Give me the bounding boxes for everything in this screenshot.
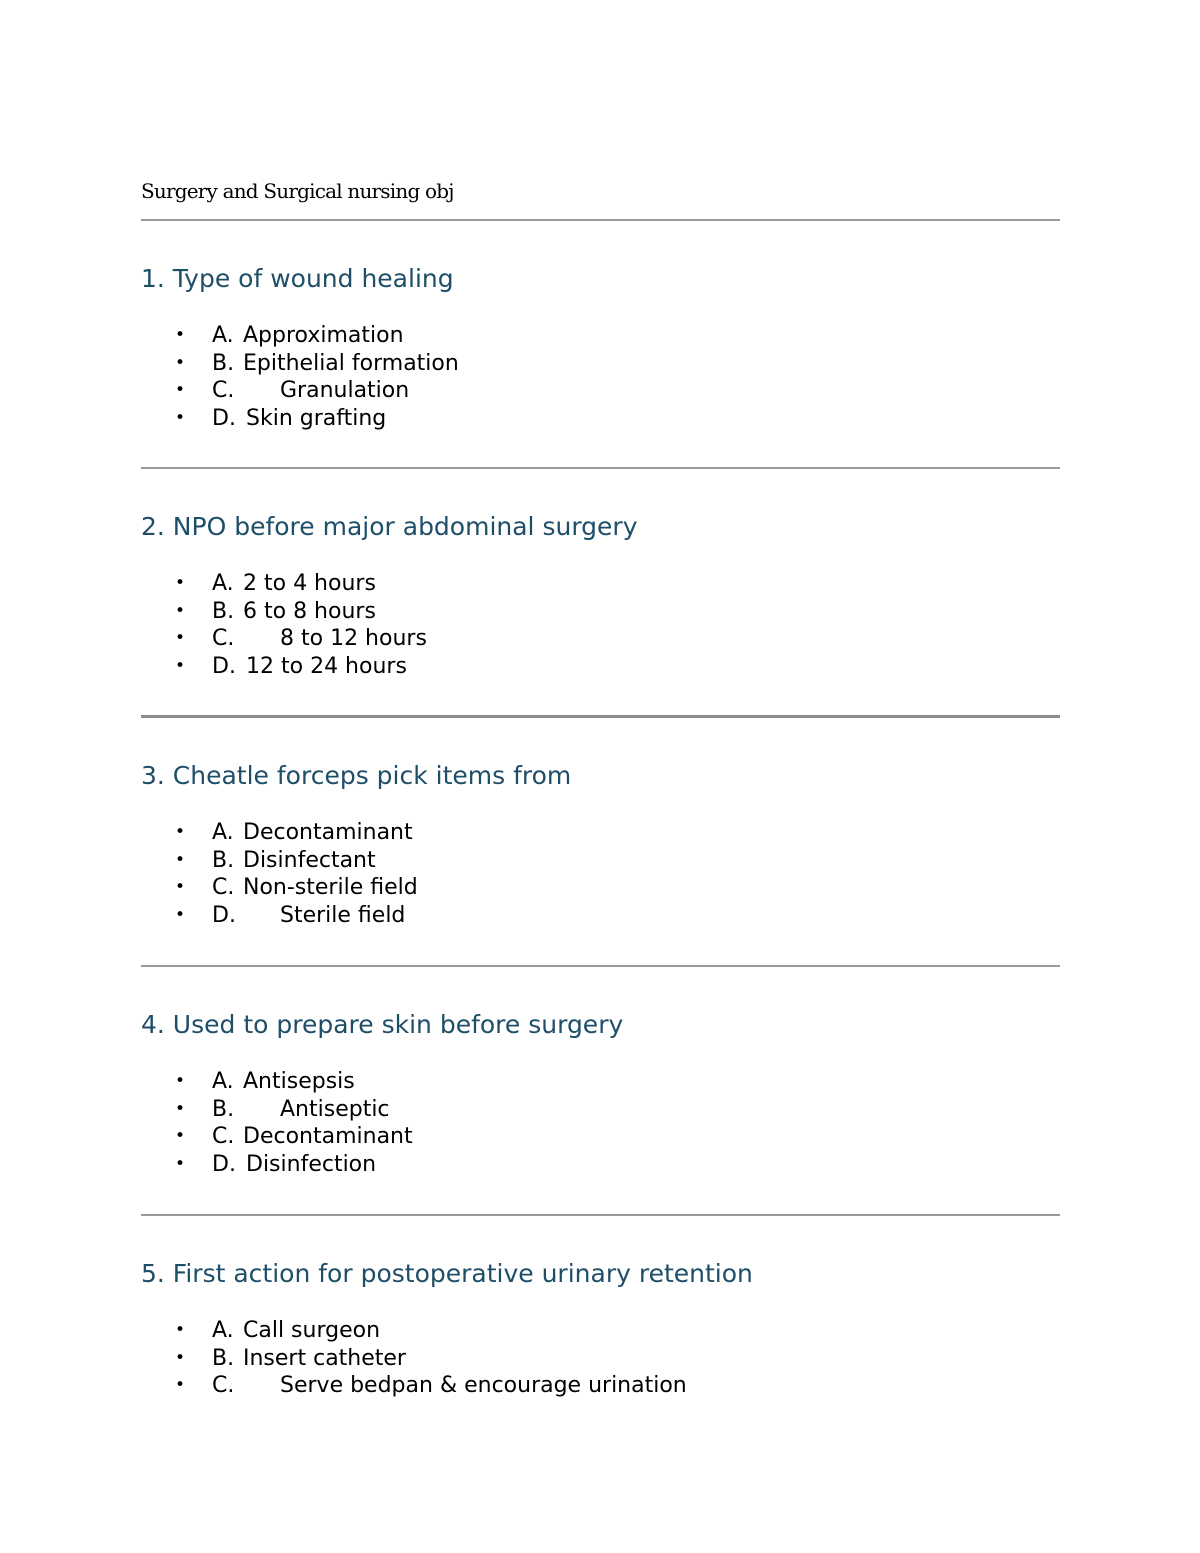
- option-text: Insert catheter: [243, 1345, 406, 1371]
- question-text: 1. Type of wound healing: [141, 264, 454, 293]
- option-letter: A.: [212, 1318, 234, 1343]
- question-text: 3. Cheatle forceps pick items from: [141, 761, 572, 790]
- option-letter: C.: [212, 1373, 235, 1398]
- question-text: 5. First action for postoperative urinary retention: [141, 1259, 753, 1288]
- bullet-icon: •: [175, 573, 186, 593]
- divider: [141, 219, 1060, 221]
- bullet-icon: •: [175, 822, 186, 842]
- option-text: Serve bedpan & encourage urination: [280, 1373, 687, 1398]
- bullet-icon: •: [175, 877, 186, 897]
- divider: [141, 965, 1060, 967]
- option-text: Epithelial formation: [243, 350, 459, 376]
- option-letter: C.: [212, 378, 235, 403]
- option-letter: B.: [212, 1345, 235, 1371]
- option-text: 8 to 12 hours: [280, 626, 427, 651]
- option-letter: B.: [212, 1096, 235, 1122]
- option-text: Antiseptic: [280, 1096, 390, 1122]
- bullet-icon: •: [175, 1098, 186, 1119]
- option-text: Call surgeon: [243, 1318, 381, 1343]
- option-text: 12 to 24 hours: [246, 653, 407, 679]
- bullet-icon: •: [175, 1375, 186, 1395]
- bullet-icon: •: [175, 1153, 186, 1174]
- option-letter: A.: [212, 1069, 234, 1094]
- option-text: 2 to 4 hours: [243, 571, 376, 596]
- bullet-icon: •: [175, 407, 186, 428]
- option-letter: D.: [212, 405, 236, 431]
- option-text: Disinfectant: [243, 847, 376, 873]
- option-letter: B.: [212, 350, 235, 376]
- bullet-icon: •: [175, 849, 186, 870]
- bullet-icon: •: [175, 1126, 186, 1146]
- option-text: Decontaminant: [243, 820, 413, 845]
- option-letter: D.: [212, 653, 236, 679]
- bullet-icon: •: [175, 628, 186, 648]
- option-text: Skin grafting: [246, 405, 387, 431]
- option-letter: C.: [212, 626, 235, 651]
- question-text: 2. NPO before major abdominal surgery: [141, 512, 638, 541]
- bullet-icon: •: [175, 325, 186, 345]
- bullet-icon: •: [175, 1071, 186, 1091]
- option-text: Antisepsis: [243, 1069, 355, 1094]
- option-letter: A.: [212, 820, 234, 845]
- option-letter: A.: [212, 323, 234, 348]
- option-text: Disinfection: [246, 1151, 377, 1177]
- bullet-icon: •: [175, 380, 186, 400]
- option-text: 6 to 8 hours: [243, 598, 376, 624]
- option-letter: D.: [212, 902, 236, 928]
- option-text: Decontaminant: [243, 1124, 413, 1149]
- document-title: Surgery and Surgical nursing obj: [141, 179, 454, 203]
- divider: [141, 715, 1060, 718]
- divider: [141, 1214, 1060, 1216]
- option-text: Non-sterile field: [243, 875, 418, 900]
- option-letter: C.: [212, 875, 235, 900]
- option-letter: B.: [212, 598, 235, 624]
- bullet-icon: •: [175, 1320, 186, 1340]
- option-letter: A.: [212, 571, 234, 596]
- bullet-icon: •: [175, 655, 186, 676]
- option-letter: D.: [212, 1151, 236, 1177]
- option-text: Sterile field: [280, 902, 406, 928]
- option-letter: C.: [212, 1124, 235, 1149]
- option-text: Granulation: [280, 378, 410, 403]
- divider: [141, 467, 1060, 469]
- option-text: Approximation: [243, 323, 404, 348]
- bullet-icon: •: [175, 904, 186, 925]
- bullet-icon: •: [175, 1347, 186, 1368]
- question-text: 4. Used to prepare skin before surgery: [141, 1010, 624, 1039]
- bullet-icon: •: [175, 352, 186, 373]
- bullet-icon: •: [175, 600, 186, 621]
- option-letter: B.: [212, 847, 235, 873]
